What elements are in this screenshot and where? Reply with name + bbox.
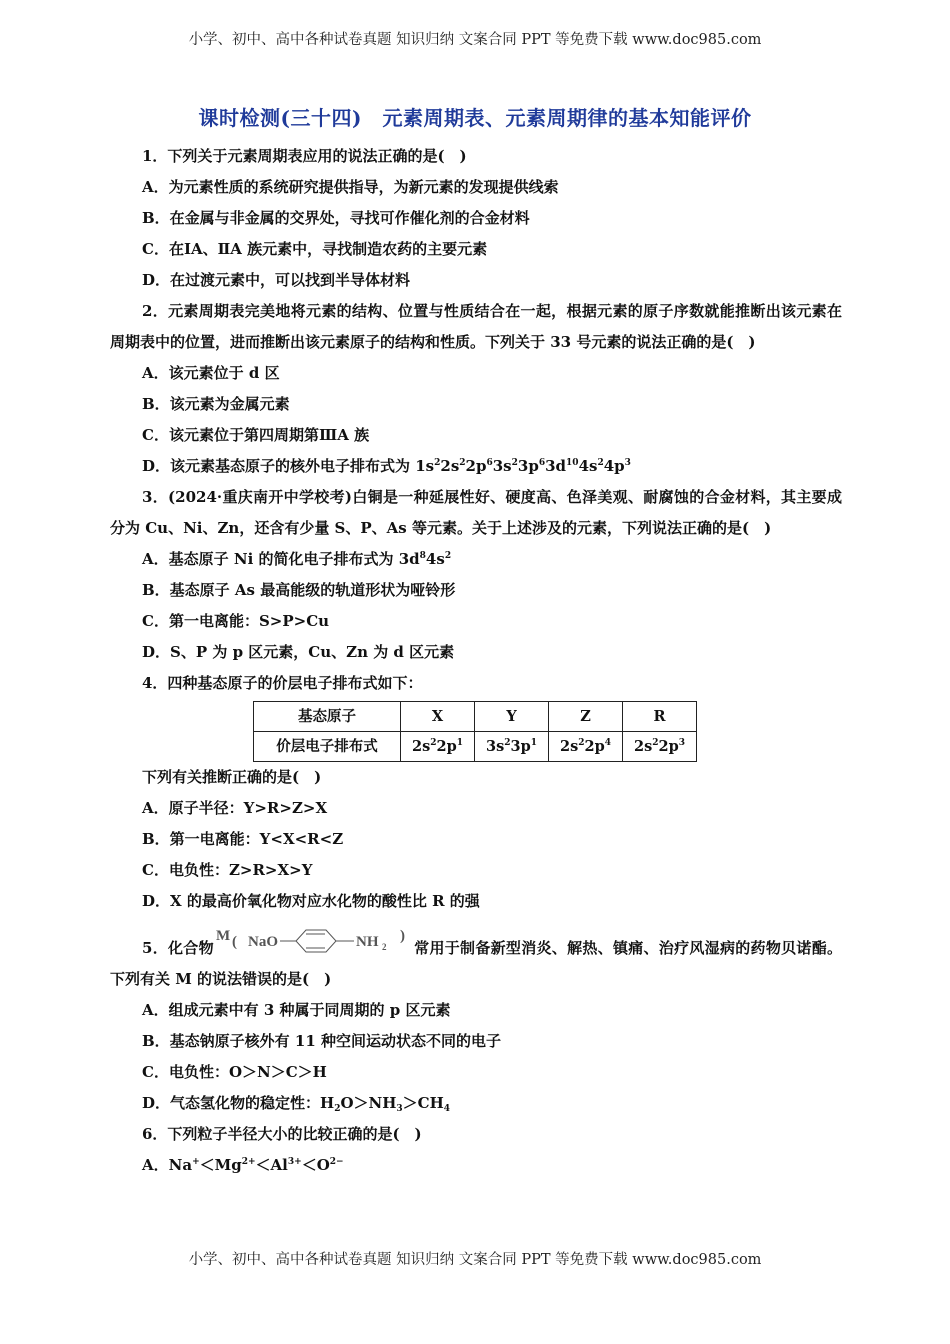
electron-configuration: $1s^22s^22p^63s^23p^63d^{10}4s^24p^3$ [415, 457, 631, 475]
question-1-option-b[interactable]: B．在金属与非金属的交界处，寻找可作催化剂的合金材料 [142, 209, 530, 227]
compound-m-structure [216, 927, 412, 957]
table-cell: $2s^22p^1$ [401, 732, 475, 762]
question-4-option-c[interactable]: C．电负性：Z>R>X>Y [142, 861, 313, 879]
question-6-stem: 6．下列粒子半径大小的比较正确的是( ) [142, 1125, 422, 1143]
table-cell: R [623, 702, 697, 732]
question-3-option-a[interactable] [110, 544, 842, 575]
question-2-option-d[interactable] [110, 451, 842, 482]
benzene-ring-icon [296, 930, 336, 952]
question-5-stem: 5．化合物 M ( NaO NH 2 ) 常用于制备新型消炎、解热、镇痛、治疗风湿病的药物贝诺酯。下列有关 M 的说法错误的是( ) [110, 928, 842, 988]
structure-m-label: M [215, 928, 231, 944]
question-2-option-a[interactable]: A．该元素位于 d 区 [142, 364, 280, 382]
question-6-option-a[interactable]: A．$Na^+<Mg^{2+}<Al^{3+}<O^{2-}$ [142, 1156, 344, 1174]
table-row [254, 702, 697, 732]
table-header-cell: 基态原子 [254, 702, 401, 732]
table-cell: Z [549, 702, 623, 732]
question-3-stem: 3．(2024·重庆南开中学校考)白铜是一种延展性好、硬度高、色泽美观、耐腐蚀的合金材料，其主要成分为 Cu、Ni、Zn，还含有少量 S、P、As 等元素。关于上述涉及的元素，下列说法正确的是( ) [110, 488, 842, 537]
table-cell: $2s^22p^3$ [623, 732, 697, 762]
electron-configuration: $3d^84s^2$ [398, 550, 452, 568]
question-3-option-c[interactable]: C．第一电离能：S>P>Cu [142, 612, 330, 630]
structure-right-paren: ) [399, 928, 405, 944]
table-header-cell: 价层电子排布式 [254, 732, 401, 762]
table-row [254, 732, 697, 762]
question-5-option-c[interactable]: C．电负性：O＞N＞C＞H [142, 1063, 327, 1081]
question-5-option-b[interactable]: B．基态钠原子核外有 11 种空间运动状态不同的电子 [142, 1032, 501, 1050]
table-cell: $2s^22p^4$ [549, 732, 623, 762]
question-4-option-b[interactable]: B．第一电离能：Y<X<R<Z [142, 830, 344, 848]
page-header: 小学、初中、高中各种试卷真题 知识归纳 文案合同 PPT 等免费下载 www.doc985.com [188, 32, 762, 48]
structure-right-group: NH [355, 934, 379, 950]
question-4-option-a[interactable]: A．原子半径：Y>R>Z>X [142, 799, 328, 817]
question-4-option-d[interactable]: D．X 的最高价氧化物对应水化物的酸性比 R 的强 [142, 892, 480, 910]
question-2-option-b[interactable]: B．该元素为金属元素 [142, 395, 290, 413]
question-3-option-d[interactable]: D．S、P 为 p 区元素，Cu、Zn 为 d 区元素 [142, 643, 455, 661]
structure-right-subscript: 2 [381, 942, 387, 952]
question-5-option-d[interactable]: D．气态氢化物的稳定性：$H_2O>NH_3>CH_4$ [142, 1094, 451, 1114]
exam-content [110, 141, 842, 1181]
structure-left-group: NaO [247, 934, 278, 950]
question-4-stem: 4．四种基态原子的价层电子排布式如下： [142, 674, 423, 692]
question-3-option-a-text: A．基态原子 Ni 的简化电子排布式为 [142, 550, 399, 568]
question-2-option-c[interactable]: C．该元素位于第四周期第ⅢA 族 [142, 426, 370, 444]
question-5-option-a[interactable]: A．组成元素中有 3 种属于同周期的 p 区元素 [142, 1001, 451, 1019]
question-2-stem: 2．元素周期表完美地将元素的结构、位置与性质结合在一起，根据元素的原子序数就能推断出该元素在周期表中的位置，进而推断出该元素原子的结构和性质。下列关于 33 号元素的说法正确的是( ) [110, 302, 842, 351]
question-4-sub-stem: 下列有关推断正确的是( ) [142, 768, 322, 786]
table-cell: $3s^23p^1$ [475, 732, 549, 762]
table-cell: X [401, 702, 475, 732]
page-footer: 小学、初中、高中各种试卷真题 知识归纳 文案合同 PPT 等免费下载 www.doc985.com [188, 1252, 762, 1268]
question-2-option-d-text: D．该元素基态原子的核外电子排布式为 [142, 457, 416, 475]
table-cell: Y [475, 702, 549, 732]
structure-left-paren: ( [231, 934, 237, 950]
question-1-option-d[interactable]: D．在过渡元素中，可以找到半导体材料 [142, 271, 411, 289]
question-1-option-a[interactable]: A．为元素性质的系统研究提供指导，为新元素的发现提供线索 [142, 178, 559, 196]
valence-config-table [253, 701, 697, 762]
question-3-option-b[interactable]: B．基态原子 As 最高能级的轨道形状为哑铃形 [142, 581, 456, 599]
question-1-stem: 1．下列关于元素周期表应用的说法正确的是( ) [142, 147, 467, 165]
page-title: 课时检测(三十四) 元素周期表、元素周期律的基本知能评价 [198, 106, 752, 130]
question-1-option-c[interactable]: C．在ⅠA、ⅡA 族元素中，寻找制造农药的主要元素 [142, 240, 488, 258]
